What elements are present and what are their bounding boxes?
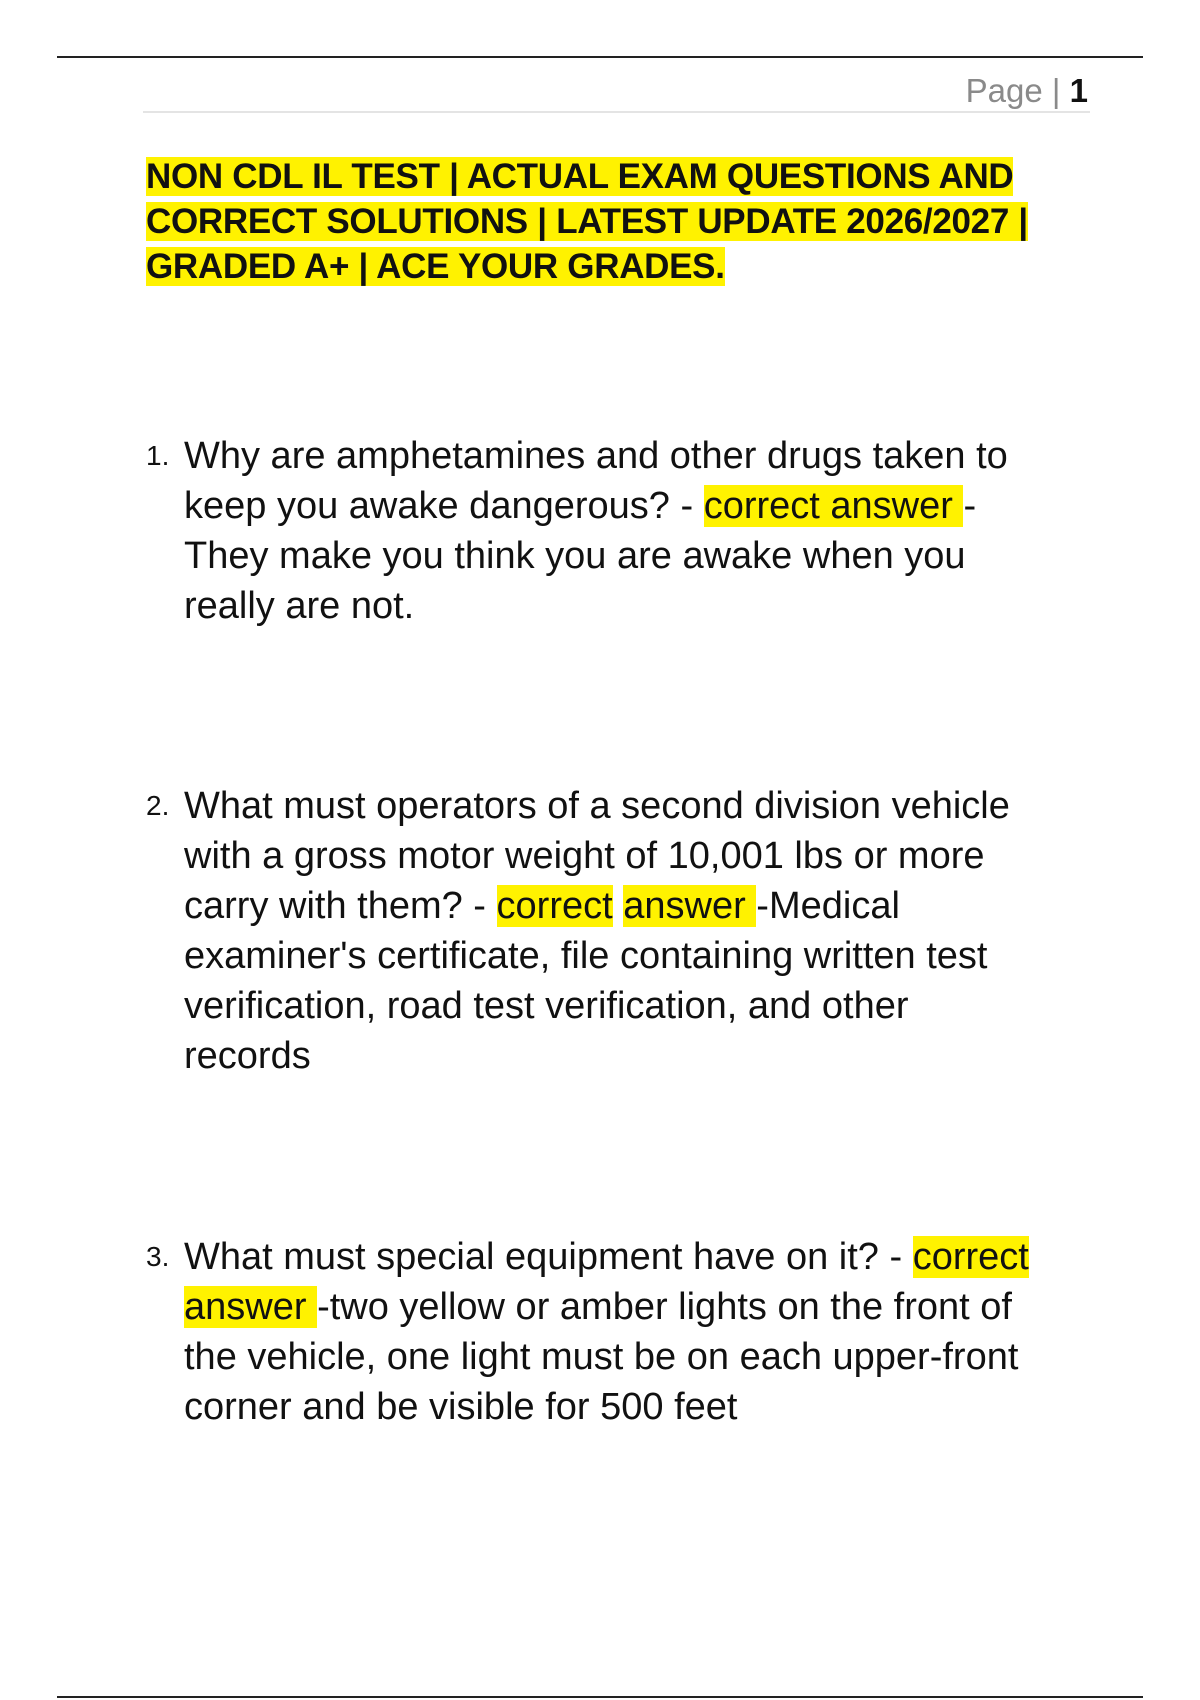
answer-line: really are not. (184, 585, 415, 627)
answer-text: -Medical (756, 885, 900, 927)
question-line (184, 481, 1096, 531)
question-text: keep you awake dangerous? - (184, 485, 704, 527)
question-line (184, 881, 1096, 931)
title-text: NON CDL IL TEST | ACTUAL EXAM QUESTIONS AND (146, 157, 1014, 196)
page-number (966, 72, 1088, 110)
document-title (146, 154, 1086, 289)
answer-highlight: correct (912, 1236, 1029, 1278)
answer-line: corner and be visible for 500 feet (184, 1386, 738, 1428)
answer-highlight: correct (496, 885, 613, 927)
answer-text: -two yellow or amber lights on the front of (317, 1286, 1012, 1328)
question-line: with a gross motor weight of 10,001 lbs or more (184, 835, 985, 877)
answer-line (184, 1282, 1096, 1332)
question-text: - (963, 485, 977, 527)
word-gap (613, 885, 624, 927)
answer-line: the vehicle, one light must be on each upper-front (184, 1336, 1019, 1378)
answer-line: They make you think you are awake when you (184, 535, 966, 577)
question-2 (146, 781, 1096, 1081)
title-text: GRADED A+ | ACE YOUR GRADES. (146, 247, 725, 286)
answer-line: records (184, 1035, 311, 1077)
bottom-rule (57, 1696, 1143, 1698)
answer-highlight: answer (623, 885, 757, 927)
answer-line: examiner's certificate, file containing written test (184, 935, 988, 977)
question-1 (146, 431, 1096, 631)
answer-line: verification, road test verification, and other (184, 985, 909, 1027)
page-number-value: 1 (1069, 72, 1088, 109)
page-label: Page | (965, 72, 1070, 109)
question-line: What must operators of a second division vehicle (184, 785, 1010, 827)
question-number: 3. (146, 1241, 170, 1272)
top-rule (57, 56, 1143, 58)
answer-highlight: correct answer (703, 485, 964, 527)
answer-highlight: answer (184, 1286, 318, 1328)
question-3 (146, 1232, 1096, 1432)
title-line (146, 199, 1086, 244)
question-number: 1. (146, 440, 170, 471)
title-line (146, 154, 1086, 199)
question-number: 2. (146, 790, 170, 821)
question-line: Why are amphetamines and other drugs taken to (184, 435, 1008, 477)
question-text: carry with them? - (184, 885, 497, 927)
question-text: What must special equipment have on it? - (184, 1236, 913, 1278)
header-divider (143, 111, 1090, 113)
question-line (184, 1232, 1096, 1282)
title-line (146, 244, 1086, 289)
title-text: CORRECT SOLUTIONS | LATEST UPDATE 2026/2027 | (146, 202, 1028, 241)
